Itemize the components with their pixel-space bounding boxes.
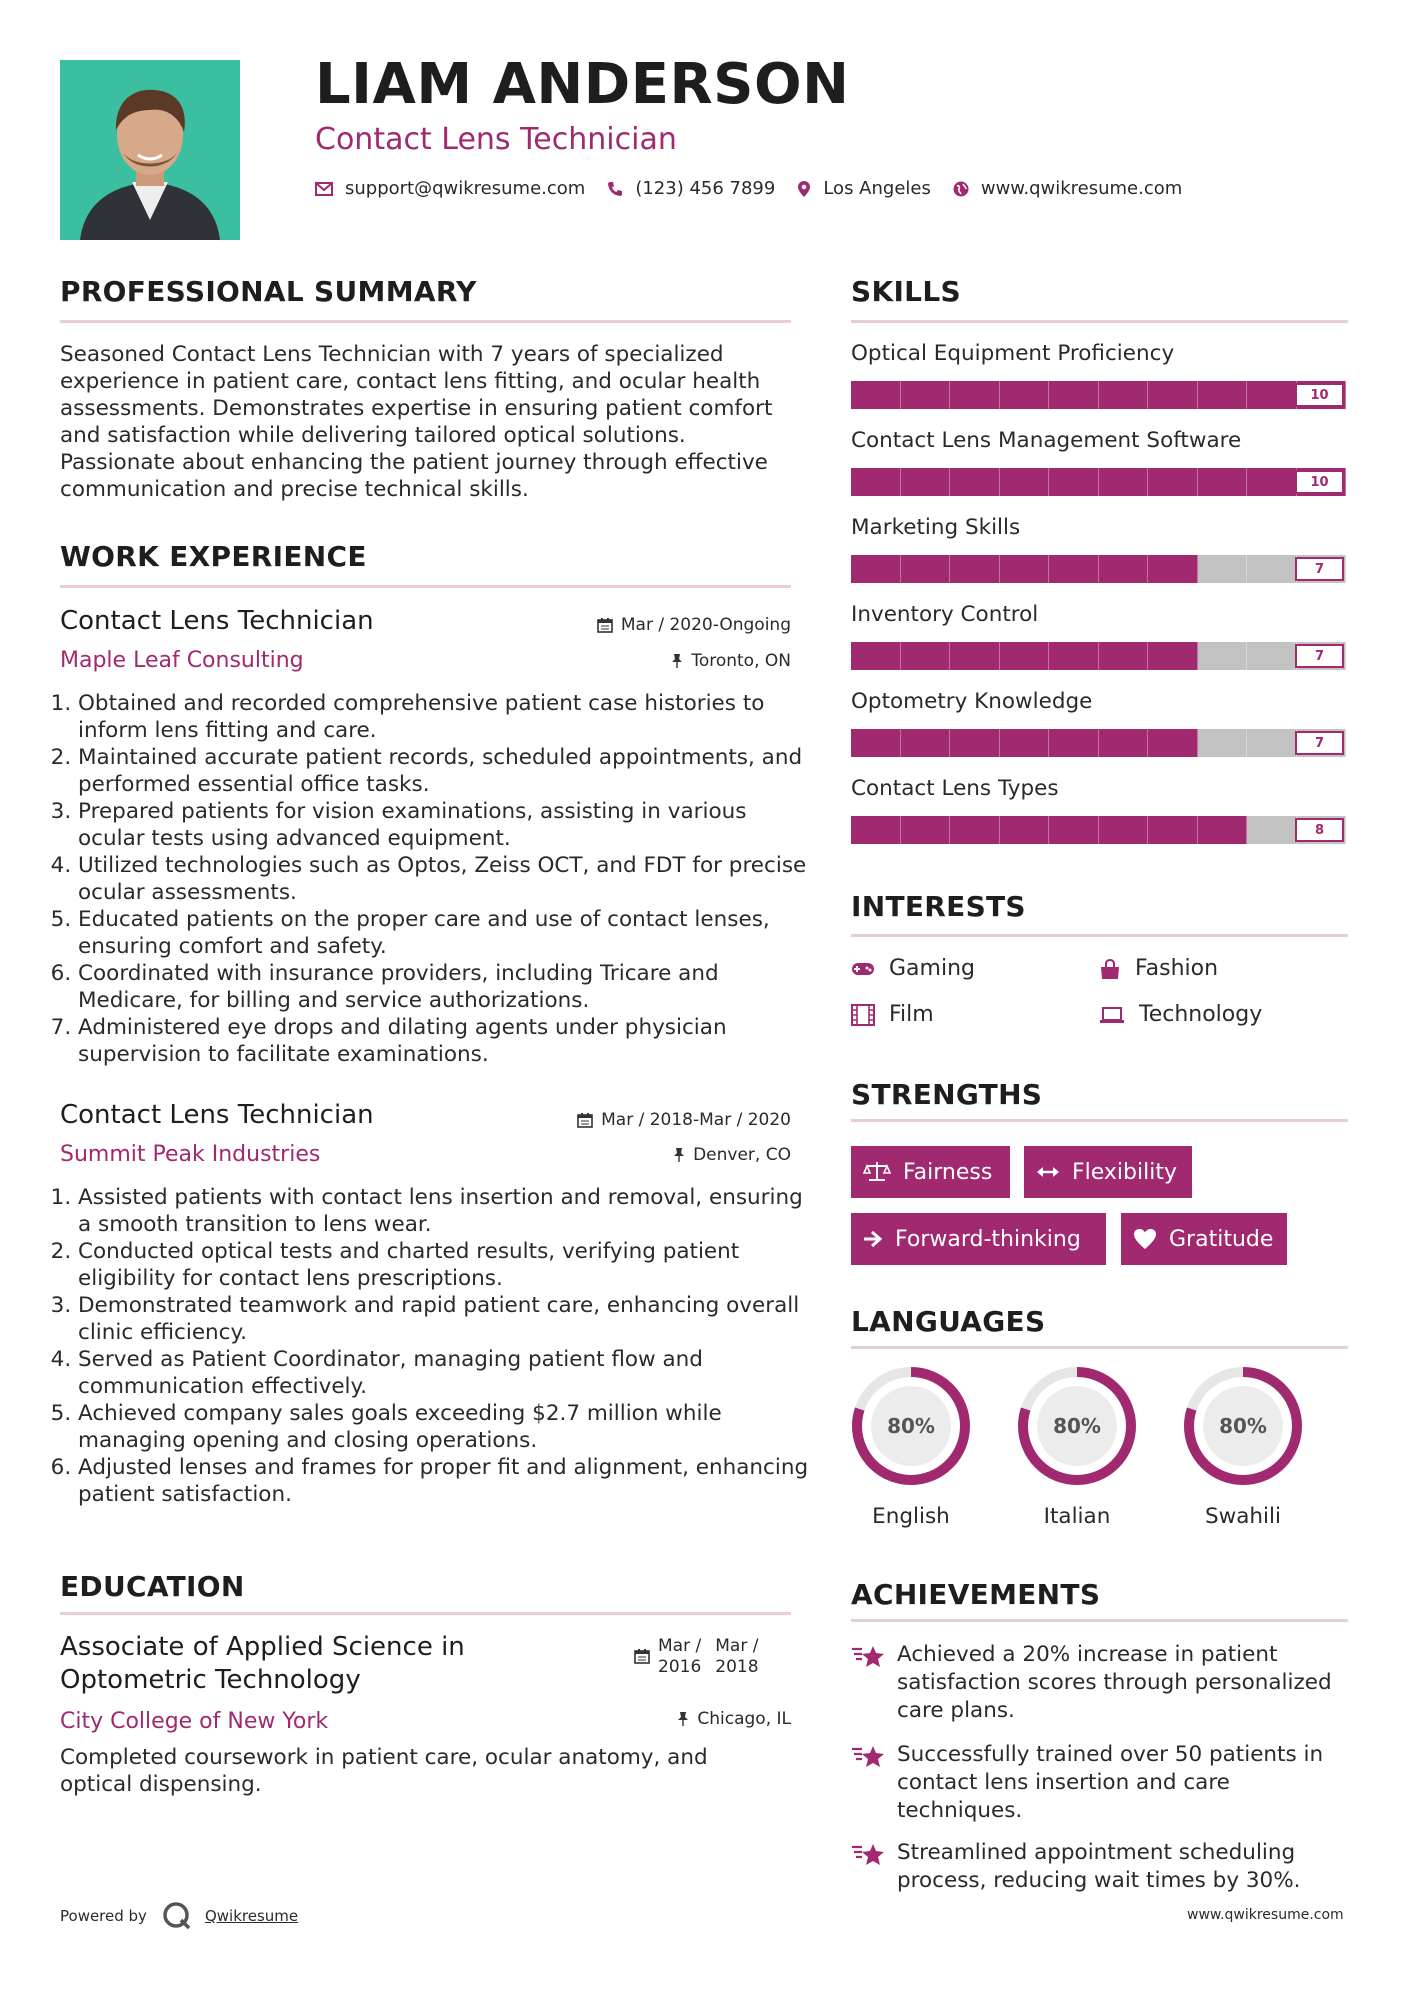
skill-bar-segment <box>851 642 901 670</box>
skill-level-bar <box>851 642 1346 670</box>
skill-bar-segment <box>1000 381 1050 409</box>
interest-technology <box>1099 1002 1262 1027</box>
skill-label: Contact Lens Types <box>851 776 1059 801</box>
achievement-text: Achieved a 20% increase in patient satisfaction scores through personalized care plans. <box>897 1642 1332 1723</box>
skill-level-bar <box>851 468 1346 496</box>
achievements-divider <box>851 1619 1348 1622</box>
degree-line-2: Optometric Technology <box>60 1665 361 1695</box>
education-start-year: 2016 <box>658 1657 702 1677</box>
skill-bar-segment <box>1247 381 1297 409</box>
skill-bar-segment <box>901 555 951 583</box>
skill-bar-segment <box>950 642 1000 670</box>
contact-phone-text: (123) 456 7899 <box>635 178 776 199</box>
strength-flexibility <box>1024 1146 1192 1198</box>
list-item: 5. Educated patients on the proper care and use of contact lenses, ensuring comfort and safety. <box>78 906 815 960</box>
contact-email[interactable] <box>315 178 585 199</box>
skill-bar-segment <box>901 381 951 409</box>
skill-bar-segment <box>1148 729 1198 757</box>
languages-divider <box>851 1346 1348 1349</box>
education-description: Completed coursework in patient care, ocular anatomy, and optical dispensing. <box>60 1745 708 1797</box>
list-item: 4. Served as Patient Coordinator, managing patient flow and communication effectively. <box>78 1346 815 1400</box>
pushpin-icon <box>677 1711 689 1727</box>
skill-score-badge: 8 <box>1295 818 1344 842</box>
powered-by <box>60 1900 298 1932</box>
skill-bar-segment <box>950 381 1000 409</box>
job-location-text: Denver, CO <box>693 1145 791 1165</box>
education-location <box>677 1709 791 1729</box>
skill-bar-segment <box>1247 642 1297 670</box>
experience-heading: WORK EXPERIENCE <box>60 540 367 573</box>
shooting-star-icon <box>851 1841 885 1869</box>
degree-line-1: Associate of Applied Science in <box>60 1632 465 1662</box>
skill-bar-segment <box>950 555 1000 583</box>
education-divider <box>60 1612 791 1615</box>
interests-heading: INTERESTS <box>851 890 1026 923</box>
skill-bar-segment <box>1198 468 1248 496</box>
interest-fashion <box>1099 956 1218 981</box>
skill-level-bar <box>851 816 1346 844</box>
job-dates-text: Mar / 2020-Ongoing <box>620 615 791 635</box>
language-ring <box>1015 1364 1139 1488</box>
summary-divider <box>60 320 791 323</box>
skill-bar-segment <box>851 468 901 496</box>
skill-bar-segment <box>1148 381 1198 409</box>
skill-bar-segment <box>950 729 1000 757</box>
skill-level-bar <box>851 729 1346 757</box>
interest-film <box>851 1002 934 1027</box>
achievements-heading: ACHIEVEMENTS <box>851 1578 1101 1611</box>
skill-bar-segment <box>851 381 901 409</box>
interest-label: Film <box>889 1002 934 1027</box>
contact-location-text: Los Angeles <box>823 178 931 199</box>
skill-bar-segment <box>1099 555 1149 583</box>
job-company: Maple Leaf Consulting <box>60 648 304 673</box>
skills-divider <box>851 320 1348 323</box>
skill-bar-segment <box>1049 468 1099 496</box>
skill-bar-segment <box>901 642 951 670</box>
language-percent: 80% <box>887 1414 935 1438</box>
laptop-icon <box>1099 1006 1125 1024</box>
strength-label: Flexibility <box>1072 1159 1177 1185</box>
contact-phone[interactable] <box>607 178 775 199</box>
language-item <box>1181 1364 1305 1529</box>
skill-bar-segment <box>1049 555 1099 583</box>
language-name: Swahili <box>1205 1504 1281 1529</box>
phone-icon <box>607 181 623 197</box>
education-end-month: Mar / <box>715 1636 759 1656</box>
skill-label: Optical Equipment Proficiency <box>851 341 1175 366</box>
skill-bar-segment <box>1000 555 1050 583</box>
skill-bar-segment <box>1099 729 1149 757</box>
job-location <box>671 651 791 671</box>
list-item: 7. Administered eye drops and dilating agents under physician supervision to facilitate examinations. <box>78 1014 815 1068</box>
strength-fairness <box>851 1146 1010 1198</box>
language-ring <box>1181 1364 1305 1488</box>
calendar-icon <box>597 617 613 633</box>
job-location <box>673 1145 791 1165</box>
language-name: English <box>872 1504 950 1529</box>
skill-label: Contact Lens Management Software <box>851 428 1242 453</box>
interests-divider <box>851 934 1348 937</box>
skill-bar-segment <box>1000 816 1050 844</box>
contact-website-text: www.qwikresume.com <box>980 178 1183 199</box>
skill-bar-segment <box>1247 468 1297 496</box>
strength-label: Fairness <box>903 1159 993 1185</box>
calendar-icon <box>634 1648 650 1664</box>
skill-bar-segment <box>1049 381 1099 409</box>
list-item: 2. Conducted optical tests and charted results, verifying patient eligibility for contact lens prescriptions. <box>78 1238 815 1292</box>
pushpin-icon <box>671 653 683 669</box>
skill-bar-segment <box>1247 555 1297 583</box>
job-title: Contact Lens Technician <box>60 1100 374 1130</box>
education-school: City College of New York <box>60 1709 329 1734</box>
brand-link[interactable]: Qwikresume <box>204 1907 299 1925</box>
skill-bar-segment <box>1049 729 1099 757</box>
heart-icon <box>1133 1228 1157 1250</box>
qwikresume-logo-icon <box>161 1900 193 1932</box>
language-item <box>1015 1364 1139 1529</box>
gamepad-icon <box>851 961 875 977</box>
contact-website[interactable] <box>953 178 1182 199</box>
balance-scale-icon <box>863 1161 891 1183</box>
summary-heading: PROFESSIONAL SUMMARY <box>60 275 477 308</box>
strength-gratitude <box>1121 1213 1287 1265</box>
skill-bar-segment <box>1198 816 1248 844</box>
skill-level-bar <box>851 555 1346 583</box>
skill-bar-segment <box>901 729 951 757</box>
pushpin-icon <box>673 1147 685 1163</box>
job-bullets <box>60 690 815 1068</box>
education-start-month: Mar / <box>658 1636 702 1656</box>
list-item: 5. Achieved company sales goals exceeding $2.7 million while managing opening and closing operations. <box>78 1400 815 1454</box>
person-portrait-icon <box>60 60 240 240</box>
summary-text: Seasoned Contact Lens Technician with 7 years of specialized experience in patient care, contact lens fitting, and ocular health assessments. Demonstrates expertise in ensuring patient comfort and satisfaction while delivering tailored optical solutions. Passionate about enhancing the patient journey through effective communication and precise technical skills. <box>60 342 773 502</box>
arrows-horizontal-icon <box>1036 1165 1060 1179</box>
footer-url[interactable]: www.qwikresume.com <box>1187 1907 1344 1923</box>
contact-location <box>797 178 931 199</box>
skill-bar-segment <box>950 468 1000 496</box>
powered-by-text: Powered by <box>60 1907 147 1925</box>
skill-bar-segment <box>950 816 1000 844</box>
list-item: 3. Demonstrated teamwork and rapid patient care, enhancing overall clinic efficiency. <box>78 1292 815 1346</box>
calendar-icon <box>577 1112 593 1128</box>
list-item: 3. Prepared patients for vision examinations, assisting in various ocular tests using advanced equipment. <box>78 798 815 852</box>
job-title: Contact Lens Technician <box>60 606 374 636</box>
interest-label: Fashion <box>1135 956 1219 981</box>
film-icon <box>851 1004 875 1026</box>
achievement-item <box>851 1741 1348 1825</box>
job-dates <box>577 1110 791 1130</box>
skill-bar-segment <box>1148 555 1198 583</box>
skill-bar-segment <box>901 468 951 496</box>
skill-label: Marketing Skills <box>851 515 1021 540</box>
interest-label: Gaming <box>889 956 975 981</box>
language-ring <box>849 1364 973 1488</box>
job-location-text: Toronto, ON <box>691 651 791 671</box>
languages-heading: LANGUAGES <box>851 1305 1046 1338</box>
arrow-right-icon <box>863 1230 883 1248</box>
list-item: 6. Coordinated with insurance providers, including Tricare and Medicare, for billing and service authorizations. <box>78 960 815 1014</box>
shooting-star-icon <box>851 1643 885 1671</box>
job-dates-text: Mar / 2018-Mar / 2020 <box>601 1110 791 1130</box>
strength-forward-thinking <box>851 1213 1106 1265</box>
achievement-item <box>851 1641 1348 1725</box>
interest-label: Technology <box>1139 1002 1263 1027</box>
language-item <box>849 1364 973 1529</box>
skill-label: Optometry Knowledge <box>851 689 1093 714</box>
achievement-text: Successfully trained over 50 patients in contact lens insertion and care techniques. <box>897 1742 1324 1823</box>
skill-score-badge: 7 <box>1295 644 1344 668</box>
skill-score-badge: 7 <box>1295 731 1344 755</box>
skill-bar-segment <box>1247 729 1297 757</box>
education-location-text: Chicago, IL <box>697 1709 791 1729</box>
list-item: 6. Adjusted lenses and frames for proper fit and alignment, enhancing patient satisfaction. <box>78 1454 815 1508</box>
strength-label: Gratitude <box>1169 1226 1274 1252</box>
achievement-text: Streamlined appointment scheduling process, reducing wait times by 30%. <box>897 1840 1301 1893</box>
language-percent: 80% <box>1053 1414 1101 1438</box>
job-bullets <box>60 1184 815 1508</box>
strength-label: Forward-thinking <box>895 1226 1081 1252</box>
strengths-heading: STRENGTHS <box>851 1078 1043 1111</box>
skill-bar-segment <box>1148 468 1198 496</box>
education-dates <box>634 1636 759 1678</box>
skill-score-badge: 10 <box>1295 383 1344 407</box>
education-heading: EDUCATION <box>60 1570 245 1603</box>
shopping-bag-icon <box>1099 958 1121 980</box>
skill-bar-segment <box>1148 816 1198 844</box>
contact-bar <box>315 178 1204 199</box>
skill-bar-segment <box>1198 642 1248 670</box>
skill-bar-segment <box>1000 729 1050 757</box>
skill-bar-segment <box>1247 816 1297 844</box>
skill-bar-segment <box>1099 381 1149 409</box>
candidate-name: LIAM ANDERSON <box>315 52 850 117</box>
skill-bar-segment <box>901 816 951 844</box>
list-item: 2. Maintained accurate patient records, scheduled appointments, and performed essential office tasks. <box>78 744 815 798</box>
skill-bar-segment <box>1148 642 1198 670</box>
list-item: 4. Utilized technologies such as Optos, Zeiss OCT, and FDT for precise ocular assessments. <box>78 852 815 906</box>
skill-bar-segment <box>1049 642 1099 670</box>
list-item: 1. Obtained and recorded comprehensive patient case histories to inform lens fitting and care. <box>78 690 815 744</box>
candidate-role: Contact Lens Technician <box>315 122 677 157</box>
achievement-item <box>851 1839 1348 1895</box>
skill-label: Inventory Control <box>851 602 1039 627</box>
shooting-star-icon <box>851 1743 885 1771</box>
skill-bar-segment <box>1198 729 1248 757</box>
skill-bar-segment <box>1099 642 1149 670</box>
skill-bar-segment <box>1198 381 1248 409</box>
job-dates <box>597 615 791 635</box>
map-pin-icon <box>797 180 811 198</box>
language-percent: 80% <box>1219 1414 1267 1438</box>
skill-bar-segment <box>1049 816 1099 844</box>
strengths-divider <box>851 1119 1348 1122</box>
skill-bar-segment <box>851 816 901 844</box>
skill-bar-segment <box>1000 468 1050 496</box>
language-name: Italian <box>1043 1504 1111 1529</box>
skill-bar-segment <box>1099 468 1149 496</box>
skill-bar-segment <box>1000 642 1050 670</box>
skill-score-badge: 7 <box>1295 557 1344 581</box>
profile-photo <box>60 60 240 240</box>
globe-icon <box>953 181 969 197</box>
list-item: 1. Assisted patients with contact lens insertion and removal, ensuring a smooth transition to lens wear. <box>78 1184 815 1238</box>
job-company: Summit Peak Industries <box>60 1142 321 1167</box>
skills-heading: SKILLS <box>851 275 961 308</box>
experience-divider <box>60 585 791 588</box>
contact-email-text: support@qwikresume.com <box>345 178 586 199</box>
skill-bar-segment <box>851 729 901 757</box>
skill-bar-segment <box>851 555 901 583</box>
education-end-year: 2018 <box>715 1657 759 1677</box>
skill-level-bar <box>851 381 1346 409</box>
email-icon <box>315 182 333 196</box>
skill-bar-segment <box>1198 555 1248 583</box>
skill-score-badge: 10 <box>1295 470 1344 494</box>
interest-gaming <box>851 956 975 981</box>
skill-bar-segment <box>1099 816 1149 844</box>
